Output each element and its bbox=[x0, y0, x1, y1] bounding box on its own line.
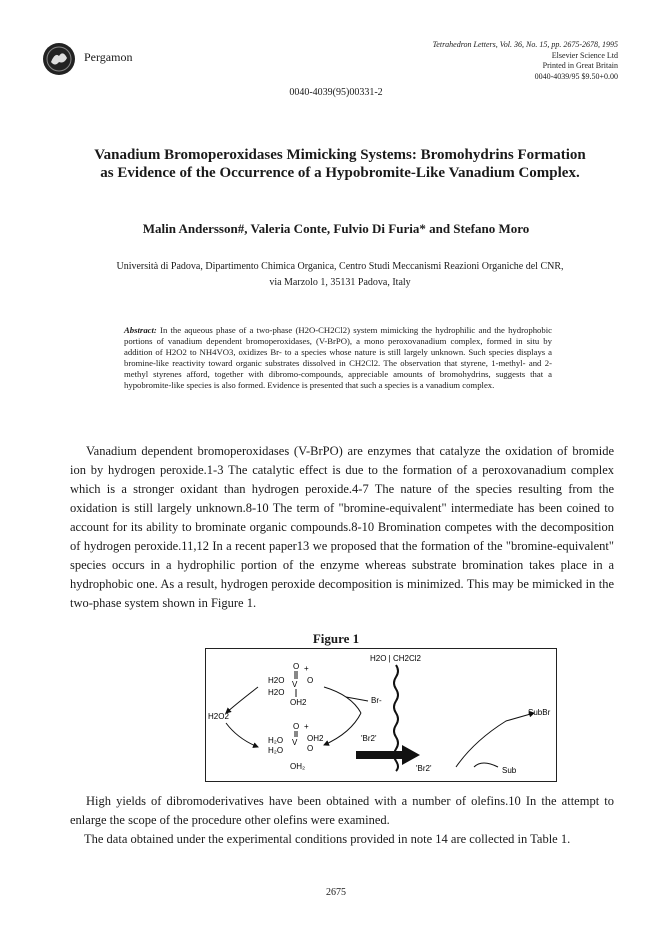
br2-org-label: 'Br2' bbox=[416, 764, 432, 773]
svg-text:O: O bbox=[293, 662, 300, 671]
bromide-label: Br- bbox=[371, 696, 382, 705]
sub-label: Sub bbox=[502, 766, 517, 775]
svg-text:O: O bbox=[307, 676, 314, 685]
svg-text:H2O: H2O bbox=[268, 688, 285, 697]
svg-text:+: + bbox=[304, 722, 309, 731]
subbr-label: SubBr bbox=[528, 708, 551, 717]
svg-text:V: V bbox=[292, 738, 298, 747]
phase-label: H2O | CH2Cl2 bbox=[370, 654, 421, 663]
abstract bbox=[124, 325, 552, 391]
affiliation bbox=[50, 259, 630, 291]
figure-1 bbox=[205, 648, 557, 782]
abstract-text: In the aqueous phase of a two-phase (H2O-CH2Cl2) system mimicking the hydrophilic and the hydrophobic portions of vanadium dependent bromoperoxidases, (V-BrPO), a mono peroxovanadium complex, formed in situ by addition of H2O2 to NH4VO3, oxidizes Br- to a species whose nature is still largely unknown. Such species displays a bromine-like reactivity toward organic substrates dissolved in CH2Cl2. The observation that styrene, 1-methyl- and 2-methyl styrenes afford, together with dibromo-compounds, appreciable amounts of bromohydrins, suggests that a hypobromite-like species is also formed. Evidence is presented that such a species is a vanadium complex. bbox=[124, 325, 552, 390]
svg-text:H2O: H2O bbox=[268, 676, 285, 685]
svg-text:O: O bbox=[307, 744, 314, 753]
article-title: Vanadium Bromoperoxidases Mimicking Systems: Bromohydrins Formation as Evidence of the Occurrence of a Hypobromite-Like Vanadium Complex. bbox=[94, 147, 586, 181]
issn-price: 0040-4039/95 $9.50+0.00 bbox=[534, 71, 618, 81]
body-paragraph-1: Vanadium dependent bromoperoxidases (V-BrPO) are enzymes that catalyze the oxidation of bromide ion by hydrogen peroxide.1-3 The catalytic effect is due to the formation of a peroxovanadium complex which is a stronger oxidant than hydrogen peroxide.4-7 The nature of the species resulting from the oxidation is still largely unknown.8-10 The term of "bromine-equivalent" intermediate has been coined to account for its ability to brominate organic compounds.8-10 Bromination competes with the decomposition of hydrogen peroxide.11,12 In a recent paper13 we proposed that the formation of the "bromine-equivalent" species occurs in a hydrophilic portion of the enzyme whereas substrate bromination takes place in a hydrophobic one. As a result, hydrogen peroxide decomposition is minimized. This may be mimicked in the two-phase system shown in Figure 1. bbox=[70, 444, 614, 610]
svg-text:OH2: OH2 bbox=[307, 734, 324, 743]
br2-aq-label: 'Br2' bbox=[361, 734, 377, 743]
figure-title: Figure 1 bbox=[312, 631, 360, 646]
publisher-name: Pergamon bbox=[84, 50, 133, 64]
affiliation-line-1: Università di Padova, Dipartimento Chimica Organica, Centro Studi Meccanismi Reazioni Organiche del CNR, bbox=[116, 261, 564, 272]
article-doi: 0040-4039(95)00331-2 bbox=[289, 87, 383, 98]
page-number: 2675 bbox=[326, 887, 346, 898]
authors: Malin Andersson#, Valeria Conte, Fulvio Di Furia* and Stefano Moro bbox=[142, 221, 530, 236]
affiliation-line-2: via Marzolo 1, 35131 Padova, Italy bbox=[269, 277, 411, 288]
printed-in: Printed in Great Britain bbox=[542, 61, 618, 70]
journal-citation: Tetrahedron Letters, Vol. 36, No. 15, pp. 2675-2678, 1995 bbox=[432, 40, 618, 49]
abstract-label: Abstract: bbox=[124, 325, 157, 335]
pergamon-logo bbox=[42, 42, 76, 76]
body-paragraph-3: The data obtained under the experimental conditions provided in note 14 are collected in Table 1. bbox=[84, 832, 571, 846]
svg-text:OH2: OH2 bbox=[290, 698, 307, 707]
svg-text:O: O bbox=[293, 722, 300, 731]
body-paragraph-2: High yields of dibromoderivatives have been obtained with a number of olefins.10 In the attempt to enlarge the scope of the procedure other olefins were examined. bbox=[70, 794, 614, 827]
svg-text:+: + bbox=[304, 664, 309, 673]
svg-text:OH₂: OH₂ bbox=[290, 762, 306, 771]
h2o2-label: H2O2 bbox=[208, 712, 229, 721]
journal-info bbox=[433, 40, 618, 82]
svg-text:H₂O: H₂O bbox=[268, 746, 284, 755]
copyright: Elsevier Science Ltd bbox=[551, 50, 618, 60]
svg-text:H₂O: H₂O bbox=[268, 736, 284, 745]
svg-text:V: V bbox=[292, 680, 298, 689]
